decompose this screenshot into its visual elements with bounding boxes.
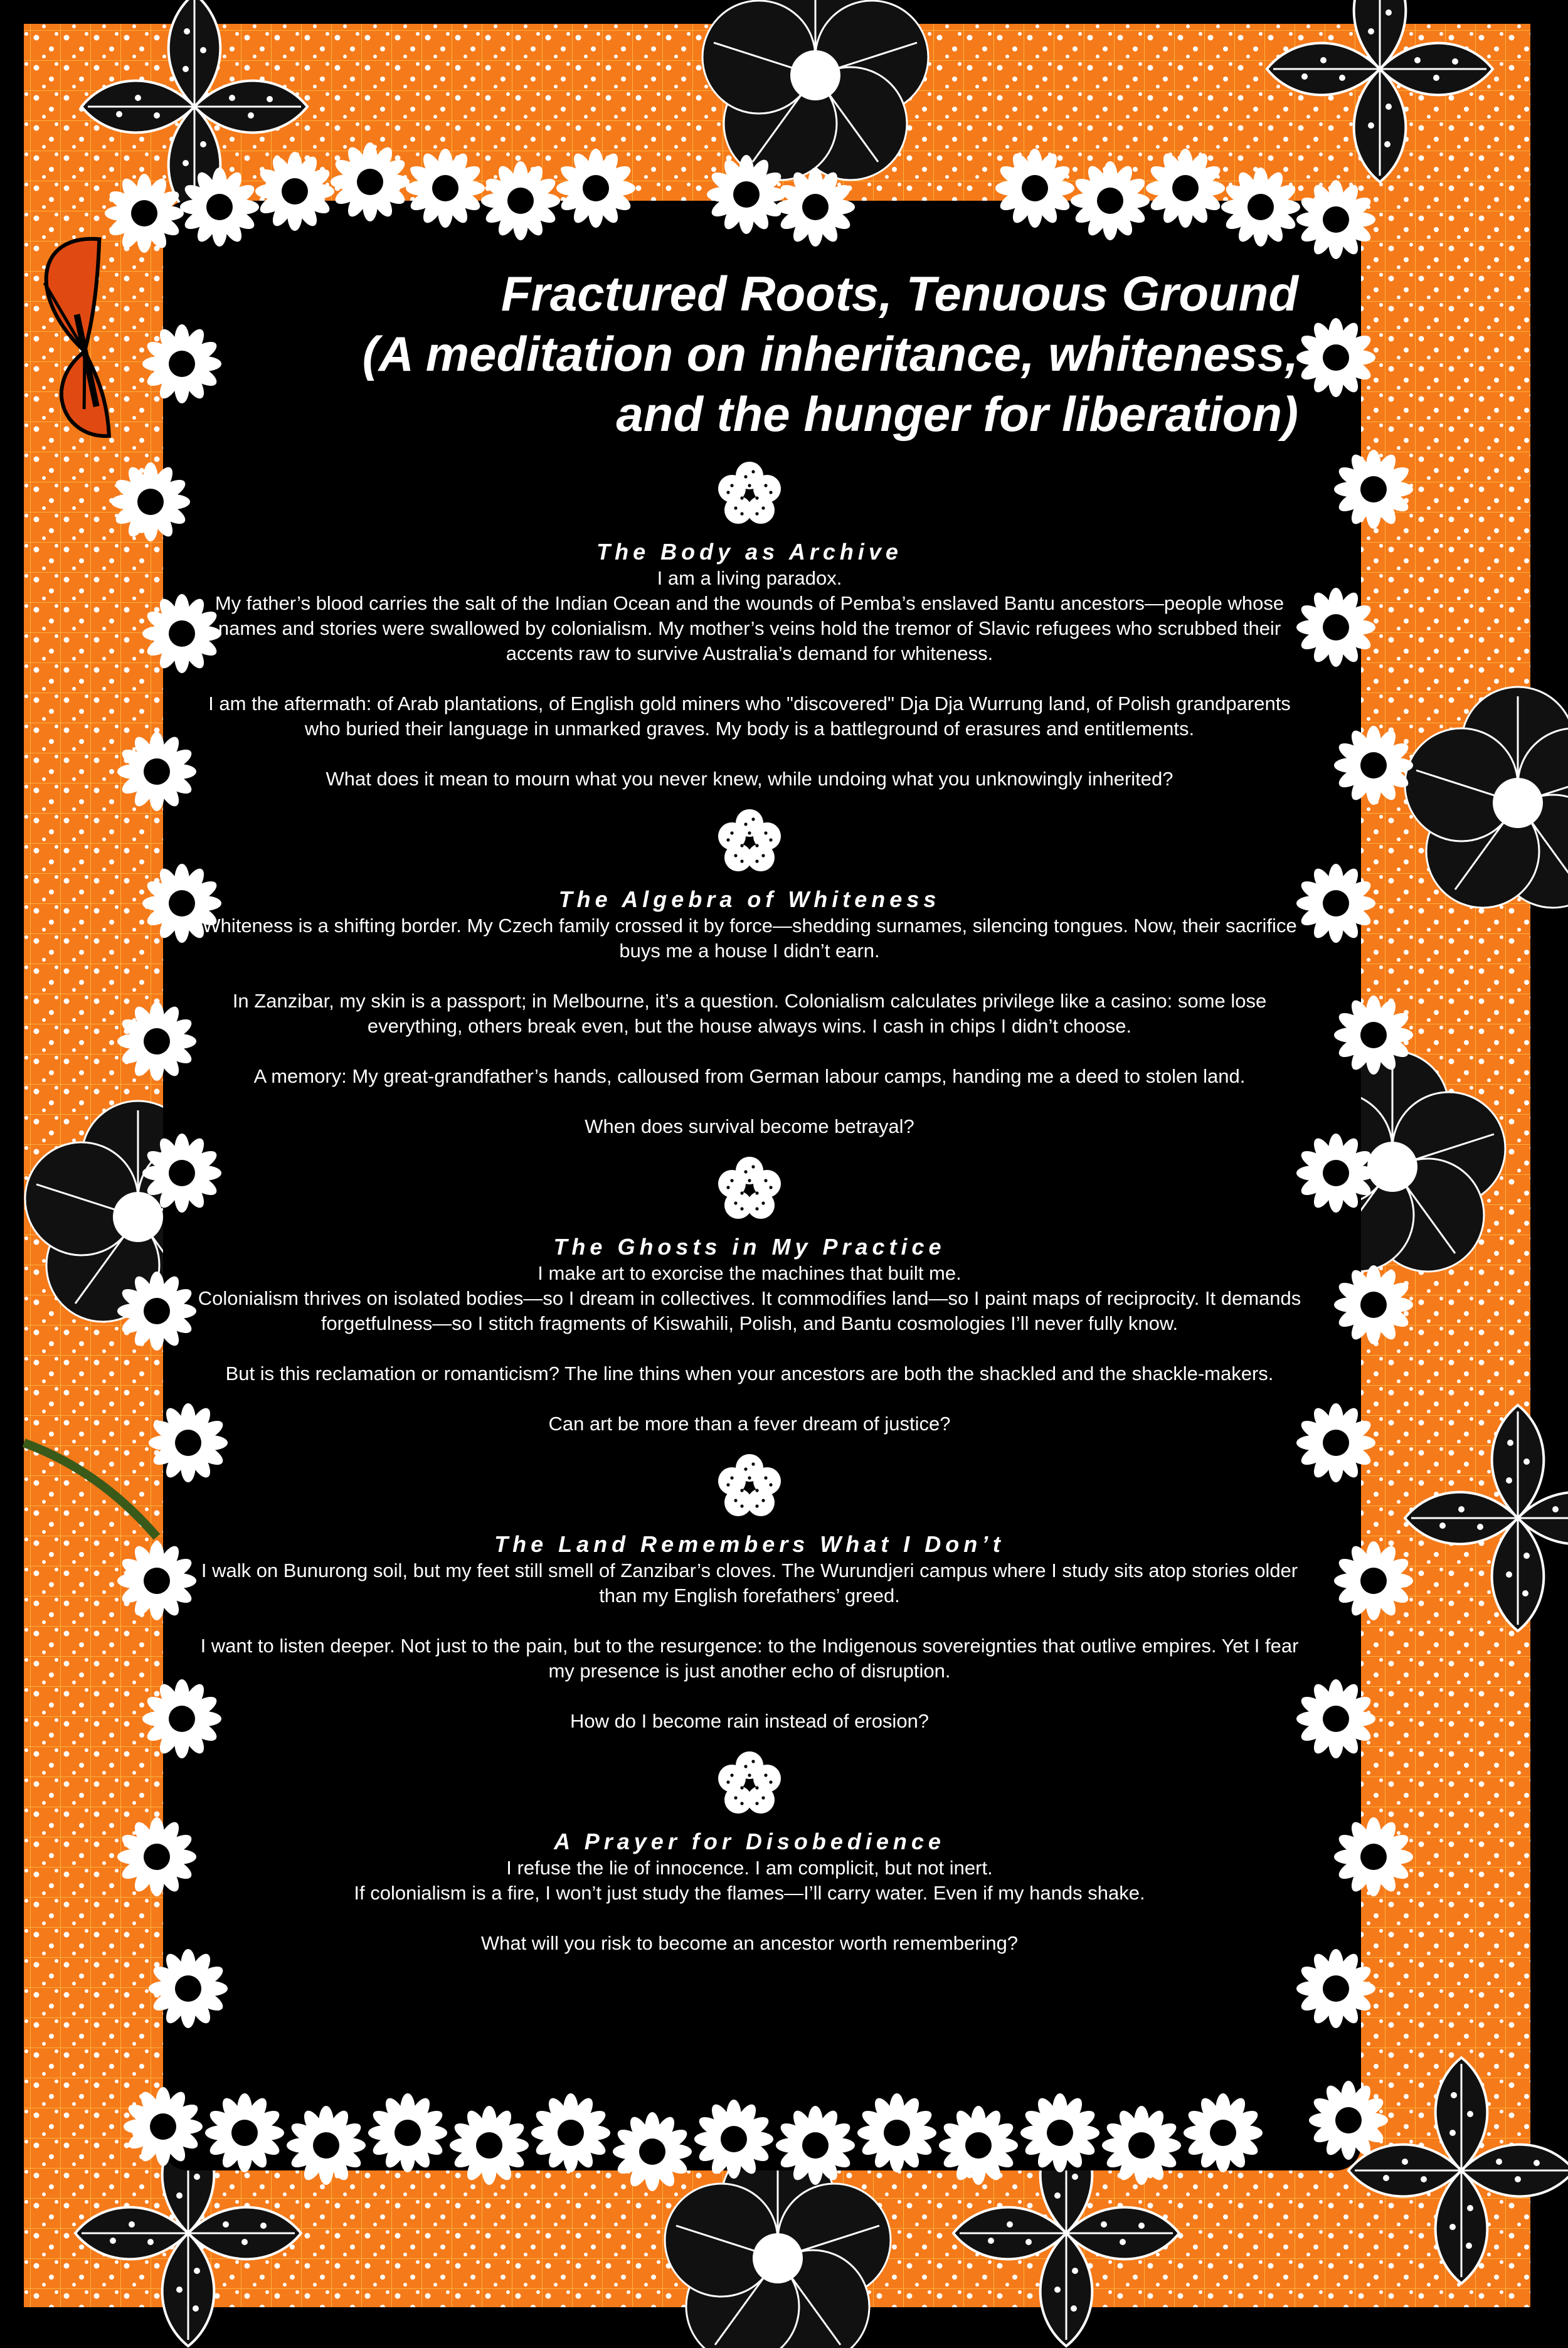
black-flower-icon [702,0,928,180]
section-body-as-archive: The Body as Archive I am a living paradox. My father’s blood carries the salt of the Indian Ocean and the wounds of Pemba’s enslaved Bantu ancestors—people whose names and stories were swallowed by colonialism. My mother’s veins hold the tremor of Slavic refugees who scrubbed their accents raw to survive Australia’s demand for whiteness. I am the aftermath: of Arab plantations, of English gold miners who "discovered" Dja Dja Wurrung land, of Polish grandparents who buried their language in unmarked graves. My body is a battleground of erasures and entitlements. What does it mean to mourn what you never knew, while undoing what you unknowingly inherited? [188,538,1311,792]
flower-divider-icon [712,1746,787,1822]
section-heading: The Algebra of Whiteness [558,886,941,912]
poem-text [188,263,1311,1956]
section-land-remembers: The Land Remembers What I Don’t I walk on Bunurong soil, but my feet still smell of Zanzibar’s cloves. The Wurundjeri campus where I study sits atop stories older than my English forefathers’ greed. I want to listen deeper. Not just to the pain, but to the resurgence: to the Indigenous sovereignties that outlive empires. Yet I fear my presence is just another echo of disruption. How do I become rain instead of erosion? [188,1531,1311,1734]
section-heading: The Land Remembers What I Don’t [494,1531,1005,1557]
flower-divider-icon [712,1152,787,1227]
section-heading: The Ghosts in My Practice [553,1234,946,1260]
flower-divider-icon [712,1449,787,1524]
section-heading: A Prayer for Disobedience [554,1829,945,1854]
page-title: Fractured Roots, Tenuous Ground (A meditation on inheritance, whiteness, and the hunger for liberation) [362,266,1298,442]
section-heading: The Body as Archive [596,539,903,565]
section-algebra-of-whiteness: The Algebra of Whiteness Whiteness is a shifting border. My Czech family crossed it by force—shedding surnames, silencing tongues. Now, their sacrifice buys me a house I didn’t earn. In Zanzibar, my skin is a passport; in Melbourne, it’s a question. Colonialism calculates privilege like a casino: some lose everything, others break even, but the house always wins. I cash in chips I didn’t choose. A memory: My great-grandfather’s hands, calloused from German labour camps, handing me a deed to stolen land. When does survival become betrayal? [188,886,1311,1139]
section-ghosts-in-my-practice: The Ghosts in My Practice I make art to exorcise the machines that built me. Colonialism thrives on isolated bodies—so I dream in collectives. It commodifies land—so I paint maps of reciprocity. It demands forgetfulness—so I stitch fragments of Kiswahili, Polish, and Bantu cosmologies I’ll never fully know. But is this reclamation or romanticism? The line thins when your ancestors are both the shackled and the shackle-makers. Can art be more than a fever dream of justice? [188,1233,1311,1437]
section-prayer-for-disobedience: A Prayer for Disobedience I refuse the lie of innocence. I am complicit, but not inert. If colonialism is a fire, I won’t just study the flames—I’ll carry water. Even if my hands shake. What will you risk to become an ancestor worth remembering? [188,1828,1311,1956]
flower-divider-icon [712,457,787,532]
flower-divider-icon [712,804,787,879]
